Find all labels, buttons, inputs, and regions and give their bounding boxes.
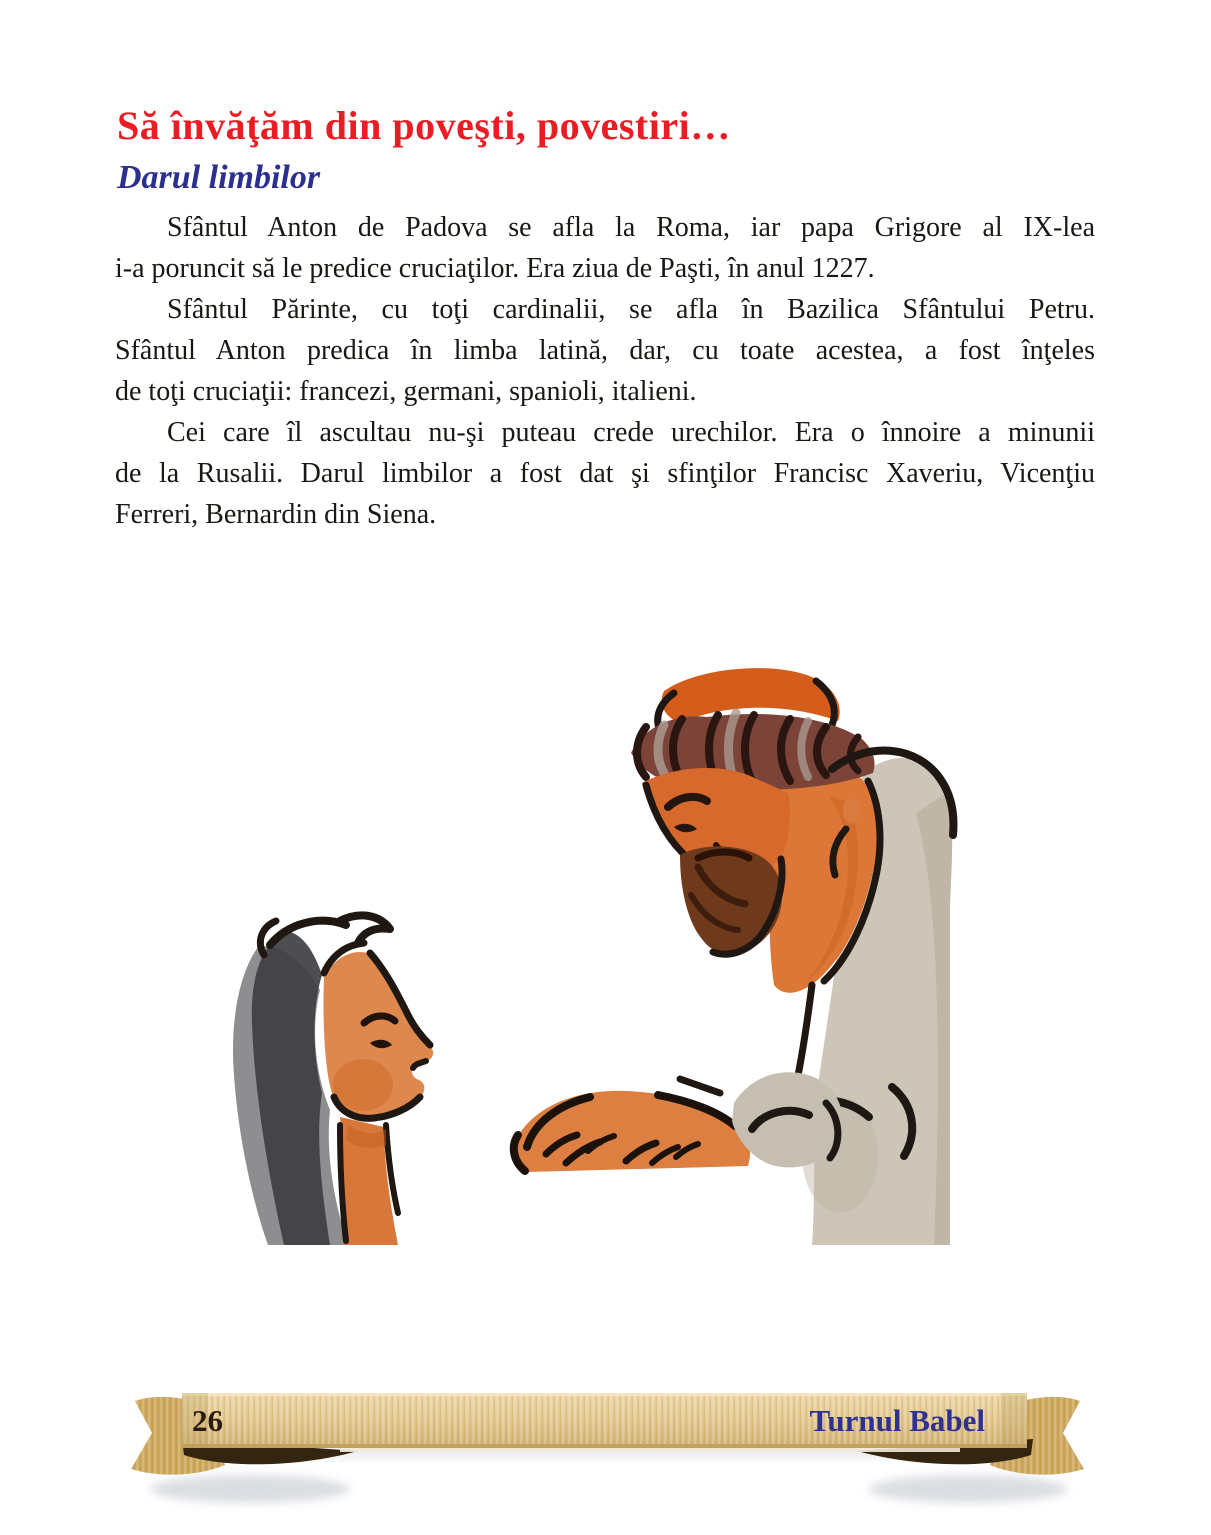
text-line: Sfântul Anton predica în limba latină, dar, cu toate acestea, a fost înţeles xyxy=(115,335,1095,366)
page-number: 26 xyxy=(192,1403,223,1438)
text-line: Sfântul Anton de Padova se afla la Roma, iar papa Grigore al IX-lea xyxy=(167,212,1095,243)
kneeling-figure-head xyxy=(514,1091,750,1172)
text-line: de toţi cruciaţii: francezi, germani, spanioli, italieni. xyxy=(115,376,697,407)
text-line: Cei care îl ascultau nu-şi puteau crede urechilor. Era o înnoire a minunii xyxy=(167,417,1095,448)
story-illustration xyxy=(228,655,958,1245)
book-title: Turnul Babel xyxy=(809,1403,985,1438)
section-heading: Să învăţăm din poveşti, povestiri… xyxy=(117,103,731,148)
ribbon-shadow-right xyxy=(868,1475,1068,1503)
text-line: de la Rusalii. Darul limbilor a fost dat şi sfinţilor Francisc Xaveriu, Vicenţiu xyxy=(115,458,1095,489)
ribbon-shadow-left xyxy=(150,1475,350,1503)
text-line: Sfântul Părinte, cu toţi cardinalii, se afla în Bazilica Sfântului Petru. xyxy=(167,294,1095,325)
story-title: Darul limbilor xyxy=(117,159,321,196)
story-text xyxy=(115,207,1095,535)
boy-figure xyxy=(233,915,433,1245)
text-line: i-a poruncit să le predice cruciaţilor. Era ziua de Paşti, în anul 1227. xyxy=(115,253,875,284)
text-line: Ferreri, Bernardin din Siena. xyxy=(115,499,437,530)
